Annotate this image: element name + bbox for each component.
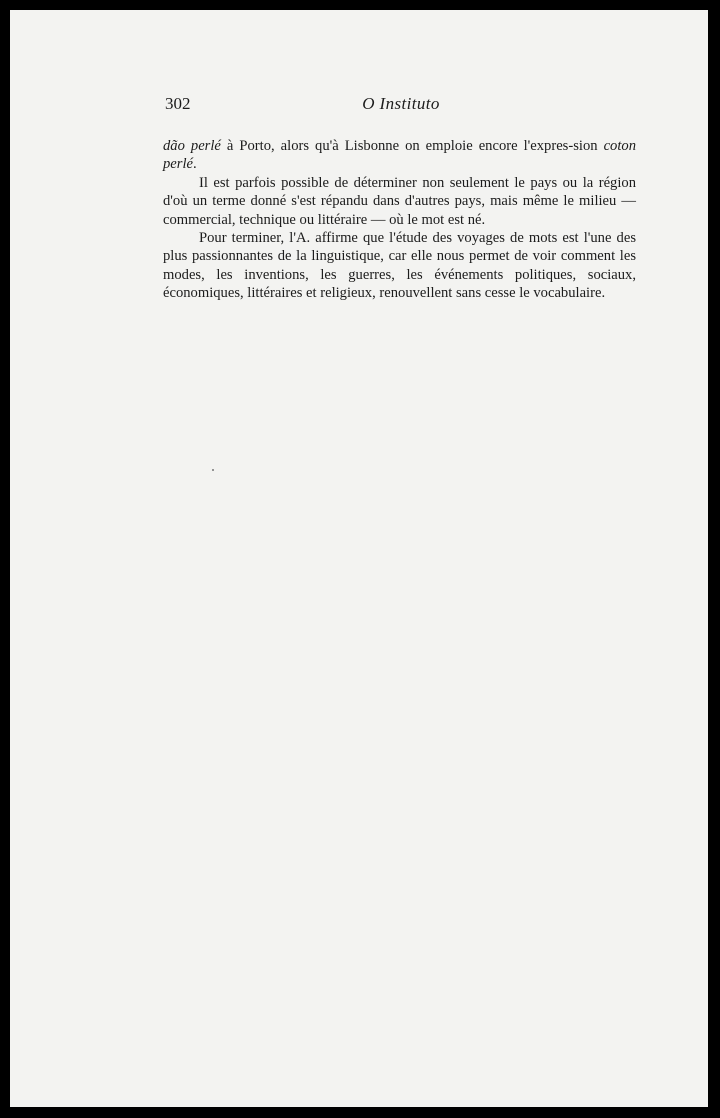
paragraph-3: Pour terminer, l'A. affirme que l'étude des voyages de mots est l'une des plus passionnantes de la linguistique, car elle nous permet de voir comment les modes, les inventions, les guerres, les événements politiques, sociaux, économiques, littéraires et religieux, renouvellent sans cesse le vocabulaire. [163, 230, 636, 302]
paragraph-1 [163, 137, 636, 174]
paragraph-2: Il est parfois possible de déterminer non seulement le pays ou la région d'où un terme donné s'est répandu dans d'autres pays, mais même le milieu — commercial, technique ou littéraire — où le mot est né. [163, 174, 636, 228]
italic-term-dao-perle: dão perlé [163, 138, 221, 154]
document-page [10, 10, 708, 1107]
print-speck [212, 469, 214, 471]
paragraph-1-text: à Porto, alors qu'à Lisbonne on emploie encore l'expres-sion [220, 138, 604, 154]
italic-term-coton-perle: coton perlé [163, 138, 636, 173]
page-number: 302 [165, 94, 191, 113]
running-title: O Instituto [362, 94, 440, 113]
body-text [163, 137, 636, 303]
page-header [165, 94, 637, 120]
paragraph-1-end: . [193, 156, 197, 173]
